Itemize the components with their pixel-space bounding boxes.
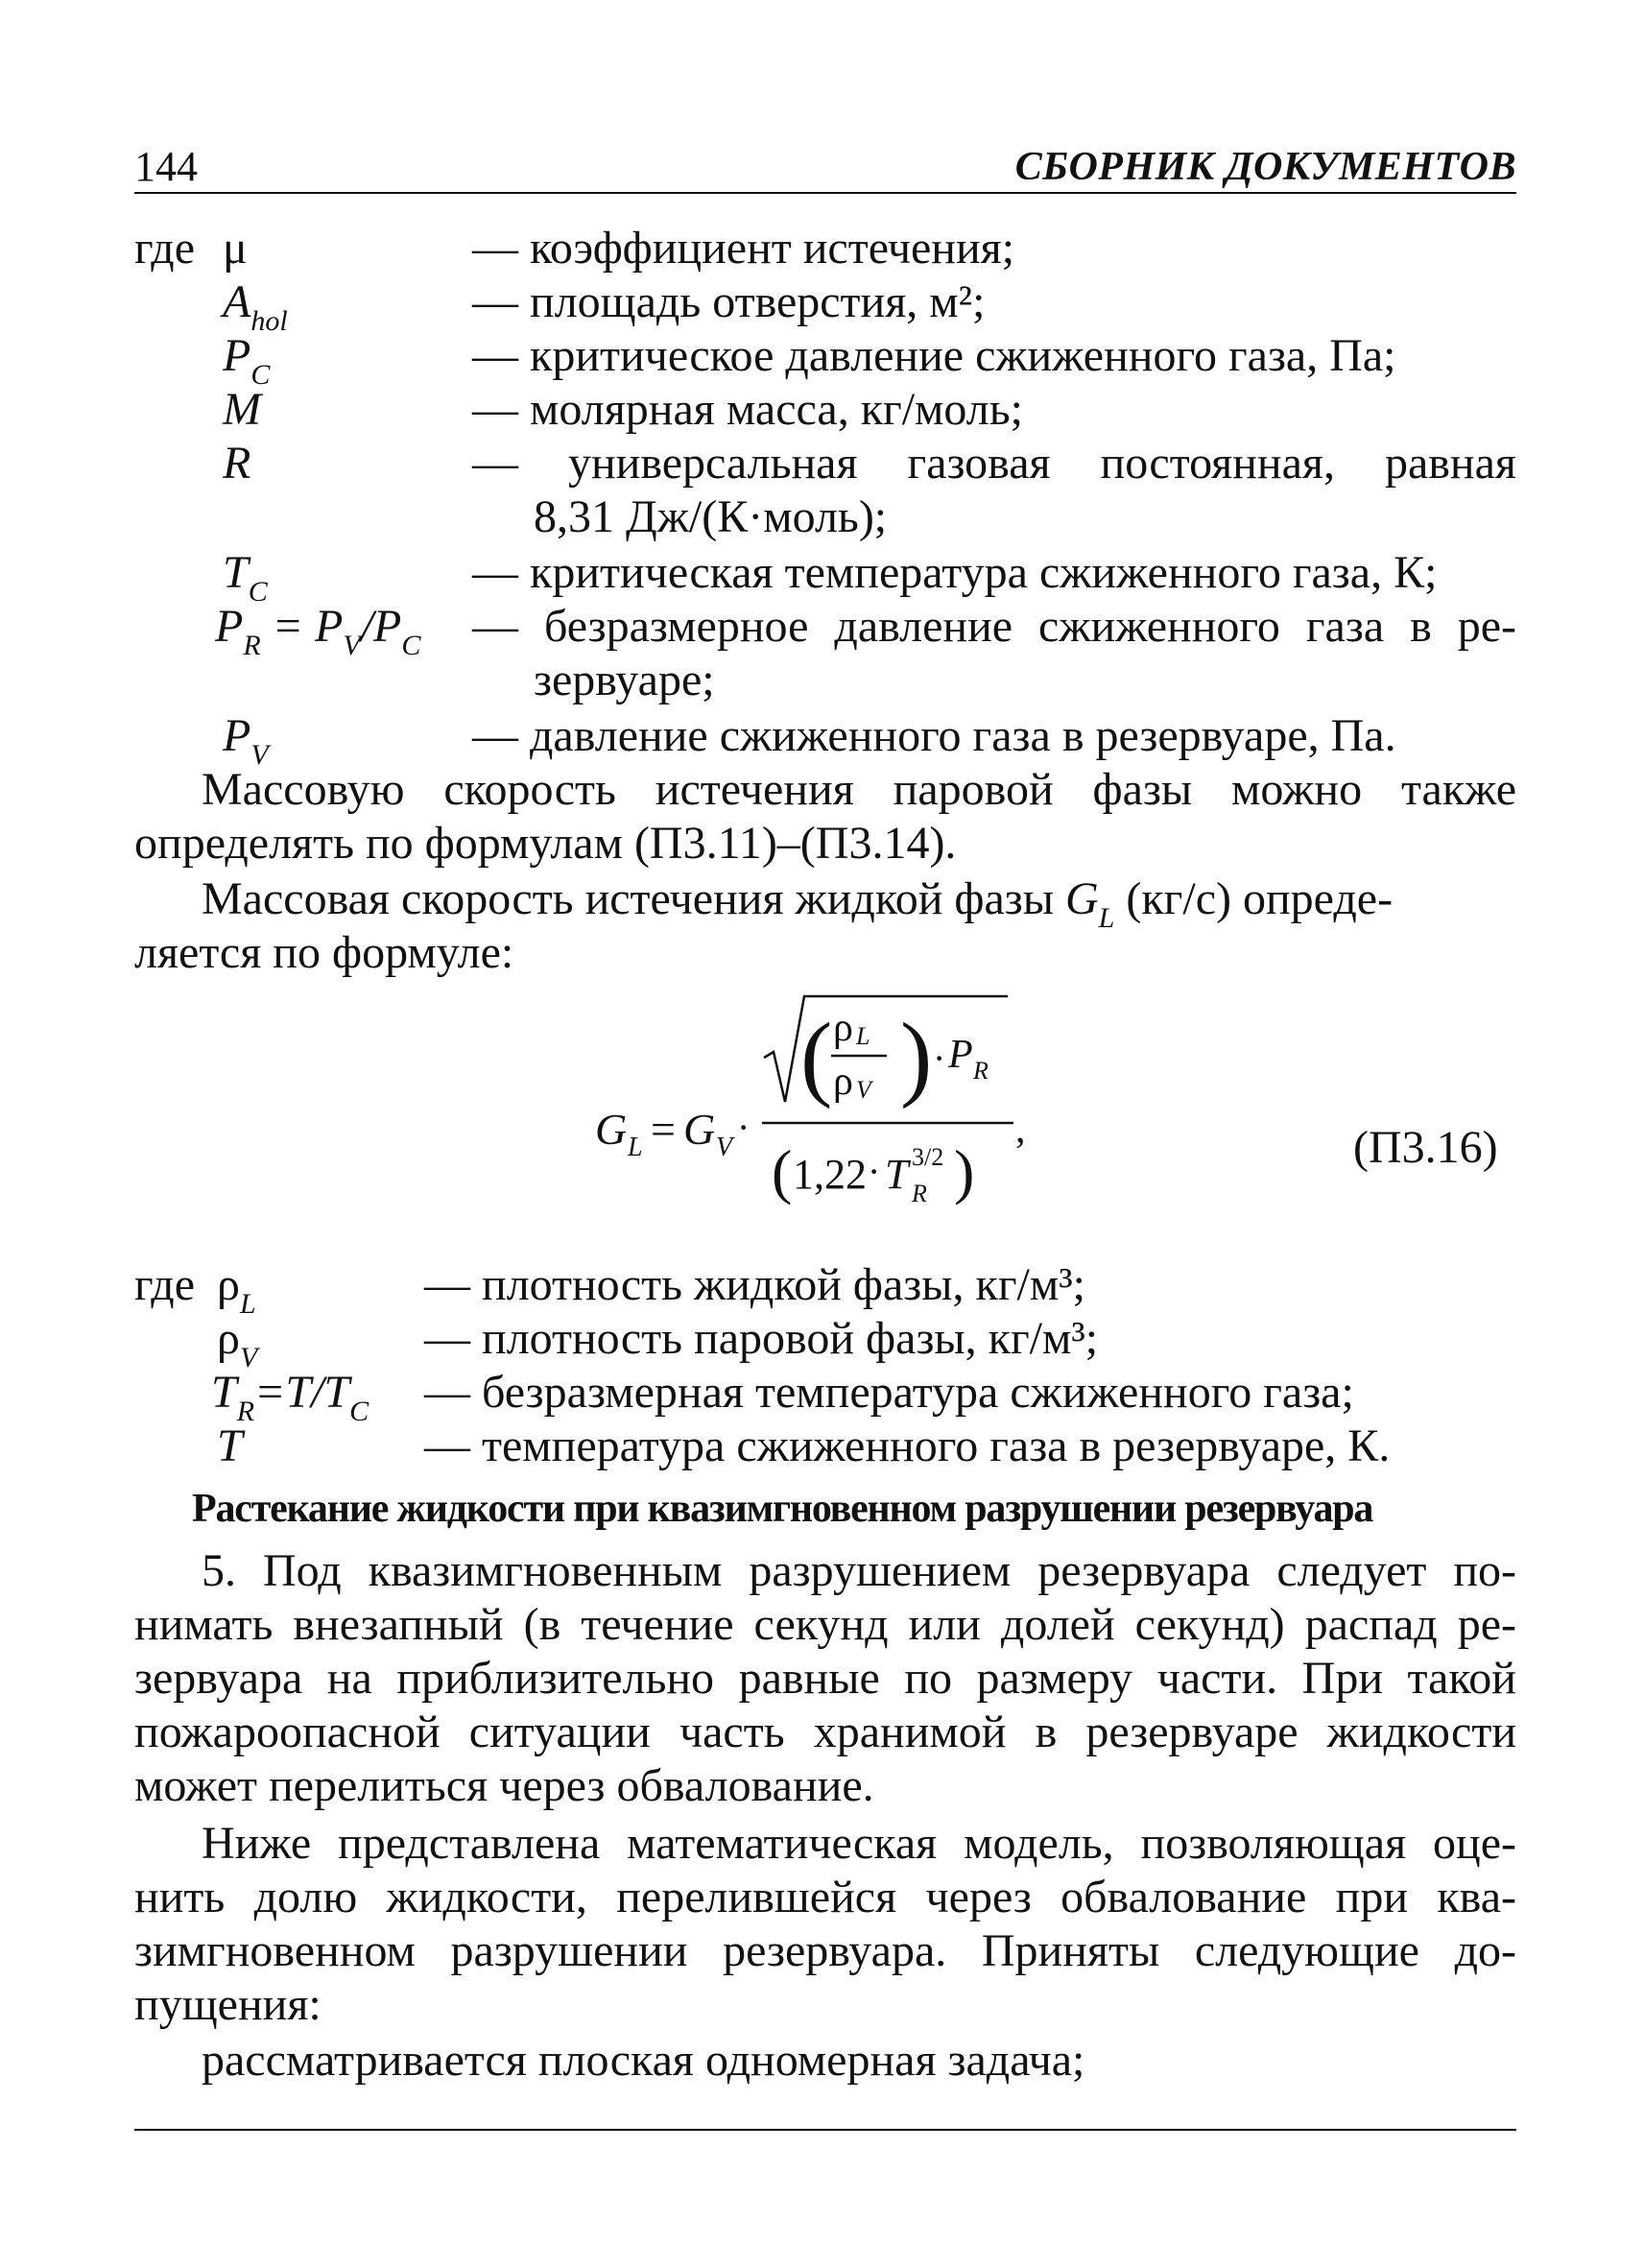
formula-p3-16 — [595, 979, 1056, 1229]
formula-den-t: T — [885, 1151, 909, 1198]
equation-number: (П3.16) — [1353, 1122, 1498, 1173]
definition-text: — площадь отверстия, м²; — [472, 276, 986, 327]
paragraph-line: пущения: — [134, 1979, 322, 2030]
symbol-r: R — [223, 438, 251, 489]
symbol-t-c: $T_C$ — [223, 547, 268, 608]
definition-text: — плотность паровой фазы, кг/м³; — [424, 1313, 1099, 1364]
where-label: где — [134, 223, 196, 274]
symbol-mu: μ — [223, 223, 248, 274]
definition-text: — универсальная газовая постоянная, равная — [472, 438, 1516, 489]
paren-right: ) — [900, 1003, 933, 1110]
formula-den-t-sub: R — [912, 1180, 927, 1207]
definition-text: — давление сжиженного газа в резервуаре, Па. — [472, 710, 1396, 761]
formula-rho-v: ρ — [833, 1060, 853, 1104]
formula-gv-sub: V — [716, 1133, 733, 1162]
definition-text: — молярная масса, кг/моль; — [472, 384, 1023, 435]
paragraph-line: зимгновенном разрушении резервуара. Приняты следующие до- — [134, 1925, 1516, 1976]
paragraph-line: определять по формулам (П3.11)–(П3.14). — [134, 818, 957, 869]
definition-text: — коэффициент истечения; — [472, 223, 1015, 274]
definition-text: — критическая температура сжиженного газа, К; — [472, 547, 1438, 598]
bottom-rule — [134, 2129, 1516, 2131]
paragraph-line: Массовая скорость истечения жидкой фазы $G_L$ (кг/с) опреде- — [202, 873, 1394, 934]
formula-pr: P — [948, 1033, 973, 1077]
page-number: 144 — [134, 143, 198, 190]
symbol-p-r-ratio: $P_R = P_V/P_C$ — [215, 601, 421, 661]
section-heading: Растекание жидкости при квазимгновенном разрушении резервуара — [192, 1487, 1373, 1531]
formula-rho-l: ρ — [833, 1006, 853, 1050]
paragraph-line: пожароопасной ситуации часть хранимой в резервуаре жидкости — [134, 1707, 1516, 1757]
symbol-t-r-ratio: $T_R=T/T_C$ — [211, 1367, 369, 1427]
running-title: СБОРНИК ДОКУМЕНТОВ — [1014, 145, 1516, 189]
paragraph-line: Ниже представлена математическая модель, позволяющая оце- — [202, 1818, 1516, 1869]
den-paren-left: ( — [772, 1137, 793, 1206]
formula-pr-sub: R — [973, 1057, 989, 1085]
definition-text: — плотность жидкой фазы, кг/м³; — [424, 1259, 1085, 1310]
formula-den-const: 1,22 — [793, 1151, 867, 1198]
paragraph-line: 5. Под квазимгновенным разрушением резервуара следует по- — [202, 1545, 1516, 1596]
paragraph-line: нить долю жидкости, перелившейся через обвалование при ква- — [134, 1872, 1516, 1922]
paragraph-line: рассматривается плоская одномерная задача; — [202, 2035, 1085, 2086]
formula-gl: G — [595, 1105, 628, 1154]
definition-text: — безразмерное давление сжиженного газа в ре- — [472, 601, 1516, 652]
paragraph-line: ляется по формуле: — [134, 927, 514, 978]
symbol-a-hol: $A_{hol}$ — [223, 276, 288, 337]
definition-text: — безразмерная температура сжиженного газа; — [424, 1367, 1354, 1418]
formula-dot: · — [737, 1106, 751, 1149]
symbol-rho-l: $\rho_L$ — [217, 1259, 256, 1320]
formula-rho-l-sub: L — [856, 1022, 870, 1050]
paren-left: ( — [800, 1003, 833, 1110]
den-paren-right: ) — [954, 1137, 975, 1206]
paragraph-line: может перелиться через обвалование. — [134, 1760, 874, 1811]
definition-text: — критическое давление сжиженного газа, Па; — [472, 330, 1396, 381]
formula-gv: G — [683, 1105, 716, 1154]
header-rule — [134, 192, 1516, 194]
paragraph-line: зервуара на приблизительно равные по размеру части. При такой — [134, 1653, 1516, 1704]
definition-text-continued: зервуаре; — [534, 655, 715, 705]
formula-gl-sub: L — [628, 1133, 643, 1162]
symbol-rho-v: $\rho_V$ — [217, 1313, 258, 1373]
formula-equals: = — [651, 1105, 676, 1154]
symbol-m: M — [223, 384, 261, 435]
where-label: где — [134, 1259, 196, 1310]
formula-comma: , — [1015, 1108, 1026, 1152]
paragraph-line: нимать внезапный (в течение секунд или долей секунд) распад ре- — [134, 1599, 1516, 1650]
formula-rho-v-sub: V — [856, 1076, 871, 1104]
paragraph-line: Массовую скорость истечения паровой фазы можно также — [202, 764, 1516, 815]
symbol-p-v: $P_V$ — [223, 710, 269, 771]
definition-text-continued: 8,31 Дж/(К·моль); — [534, 491, 888, 542]
formula-dot-2: · — [933, 1037, 946, 1080]
running-header — [134, 142, 1516, 200]
symbol-p-c: $P_C$ — [223, 330, 271, 391]
formula-den-t-sup: 3/2 — [912, 1143, 944, 1171]
formula-dot-3: · — [868, 1150, 881, 1193]
definition-text: — температура сжиженного газа в резервуаре, К. — [424, 1420, 1391, 1471]
symbol-t: T — [217, 1420, 243, 1471]
